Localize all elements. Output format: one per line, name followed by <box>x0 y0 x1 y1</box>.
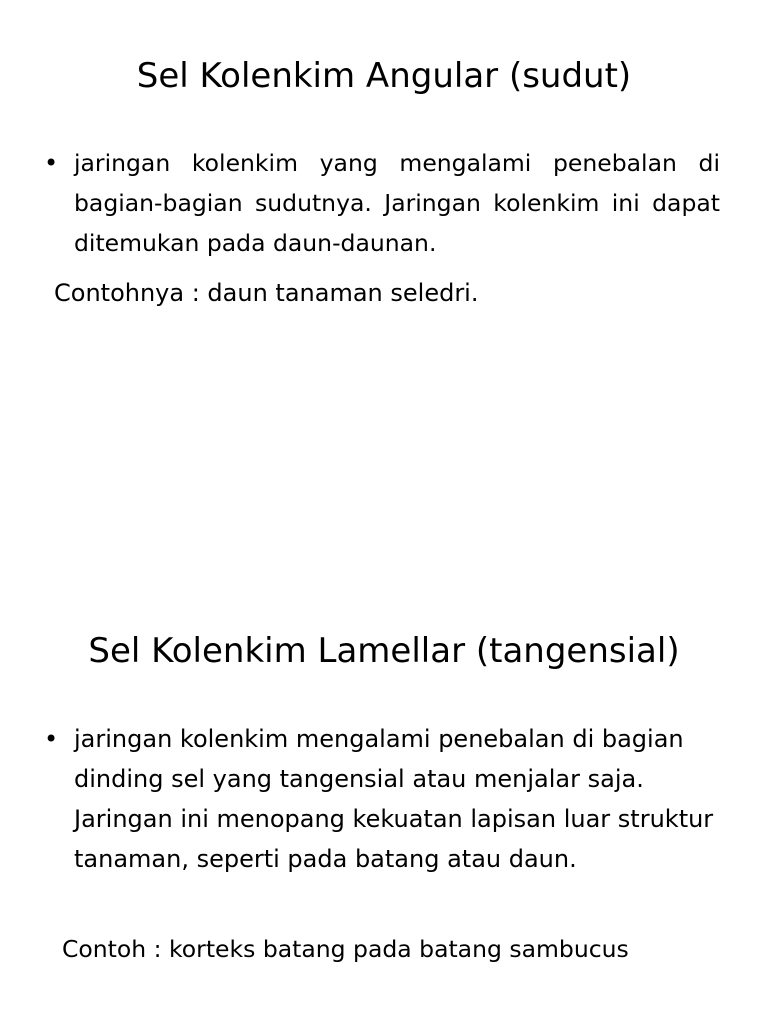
bullet-icon: • <box>44 149 59 177</box>
bullet-icon: • <box>44 725 59 753</box>
bullet-item <box>44 719 720 879</box>
bullet-text: jaringan kolenkim yang mengalami penebalan di bagian-bagian sudutnya. Jaringan kolenkim ini dapat ditemukan pada daun-daunan. <box>74 149 720 257</box>
slide-lamellar <box>0 512 768 1024</box>
slide-title: Sel Kolenkim Angular (sudut) <box>136 56 632 96</box>
example-text: Contohnya : daun tanaman seledri. <box>54 279 479 307</box>
bullet-item <box>44 143 720 263</box>
slide-title: Sel Kolenkim Lamellar (tangensial) <box>88 631 680 671</box>
bullet-text: jaringan kolenkim mengalami penebalan di bagian dinding sel yang tangensial atau menjalar saja. Jaringan ini menopang kekuatan lapisan luar struktur tanaman, seperti pada batang atau daun. <box>74 725 714 873</box>
example-text: Contoh : korteks batang pada batang sambucus <box>62 935 629 963</box>
